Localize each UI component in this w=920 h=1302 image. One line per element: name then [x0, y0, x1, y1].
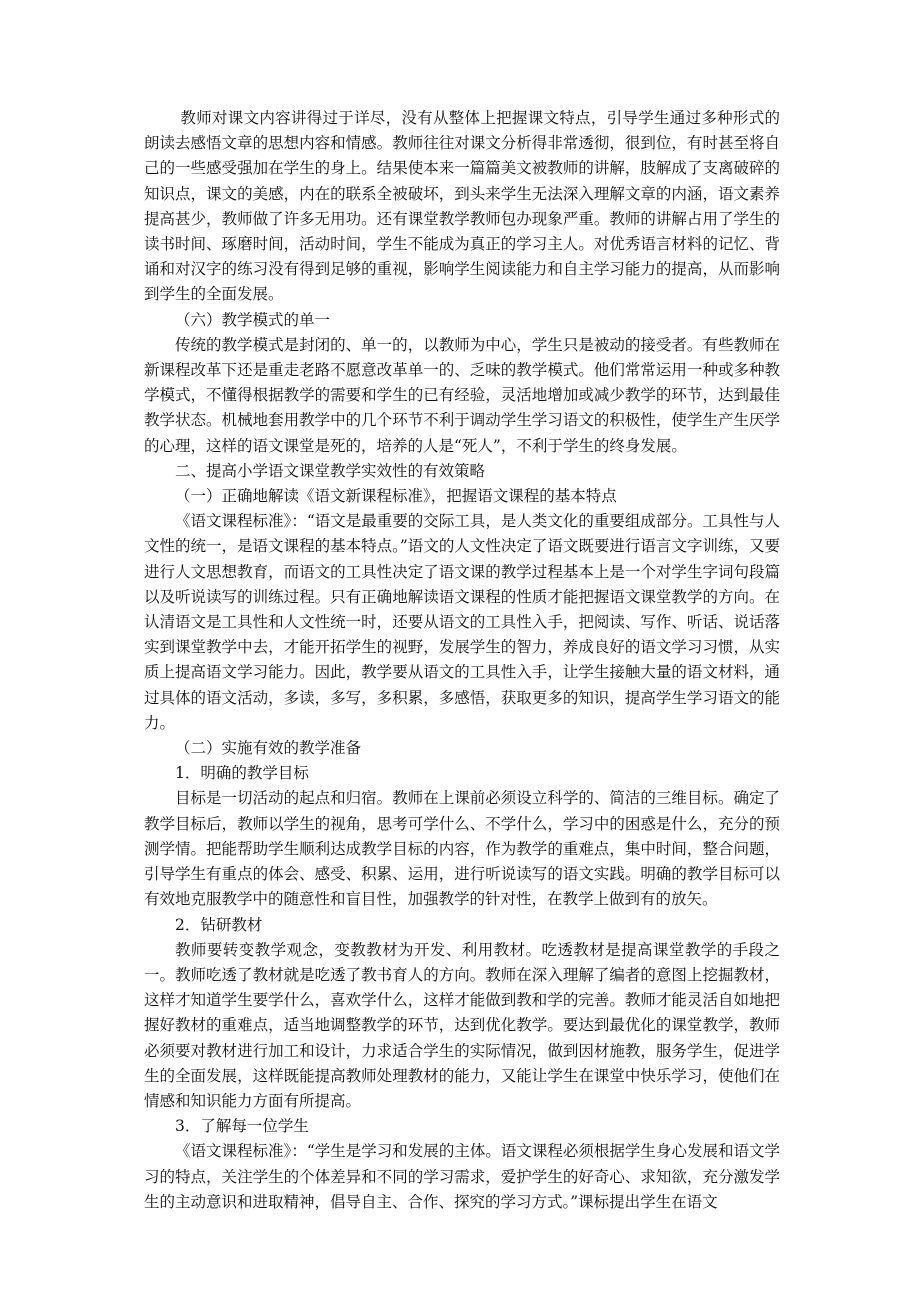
numbered-heading: 3．了解每一位学生	[175, 1117, 309, 1136]
numbered-heading: 1．明确的教学目标	[175, 764, 309, 783]
numbered-heading: 2．钻研教材	[175, 915, 263, 934]
body-paragraph: 目标是一切活动的起点和归宿。教师在上课前必须设立科学的、简洁的三维目标。确定了教学目标后，教师以学生的视角，思考可学什么、不学什么，学习中的困惑是什么，充分的预测学情。把能帮助学生顺利达成教学目标的内容，作为教学的重难点，集中时间，整合问题，引导学生有重点的体会、感受、积累、运用，进行听说读写的语文实践。明确的教学目标可以有效地克服教学中的随意性和盲目性，加强教学的针对性，在教学上做到有的放矢。	[144, 789, 780, 909]
body-paragraph: 《语文课程标准》：“语文是最重要的交际工具，是人类文化的重要组成部分。工具性与人文性的统一，是语文课程的基本特点。”语文的人文性决定了语文既要进行语言文字训练，又要进行人文思想教育，而语文的工具性决定了语文课的教学过程基本上是一个对学生字词句段篇以及听说读写的训练过程。只有正确地解读语文课程的性质才能把握语文课堂教学的方向。在认清语文是工具性和人文性统一时，还要从语文的工具性入手，把阅读、写作、听话、说话落实到课堂教学中去，才能开拓学生的视野，发展学生的智力，养成良好的语文学习习惯，从实质上提高语文学习能力。因此，教学要从语文的工具性入手，让学生接触大量的语文材料，通过具体的语文活动，多读，多写，多积累，多感悟，获取更多的知识，提高学生学习语文的能力。	[144, 512, 780, 732]
subsection-heading: （一）正确地解读《语文新课程标准》，把握语文课程的基本特点	[175, 487, 617, 506]
body-paragraph: 《语文课程标准》：“学生是学习和发展的主体。语文课程必须根据学生身心发展和语文学习的特点，关注学生的个体差异和不同的学习需求，爱护学生的好奇心、求知欲，充分激发学生的主动意识和进取精神，倡导自主、合作、探究的学习方式。”课标提出学生在语文	[144, 1142, 780, 1211]
section-heading: 二、提高小学语文课堂教学实效性的有效策略	[175, 461, 486, 480]
body-paragraph: 教师对课文内容讲得过于详尽，没有从整体上把握课文特点，引导学生通过多种形式的朗读去感悟文章的思想内容和情感。教师往往对课文分析得非常透彻，很到位，有时甚至将自己的一些感受强加在学生的身上。结果使本来一篇篇美文被教师的讲解，肢解成了支离破碎的知识点，课文的美感，内在的联系全被破坏，到头来学生无法深入理解文章的内涵，语文素养提高甚少，教师做了许多无用功。还有课堂教学教师包办现象严重。教师的讲解占用了学生的读书时间、琢磨时间，活动时间，学生不能成为真正的学习主人。对优秀语言材料的记忆、背诵和对汉字的练习没有得到足够的重视，影响学生阅读能力和自主学习能力的提高，从而影响到学生的全面发展。	[144, 109, 780, 304]
body-paragraph: 教师要转变教学观念，变教教材为开发、利用教材。吃透教材是提高课堂教学的手段之一。教师吃透了教材就是吃透了教书育人的方向。教师在深入理解了编者的意图上挖掘教材，这样才知道学生要学什么，喜欢学什么，这样才能做到教和学的完善。教师才能灵活自如地把握好教材的重难点，适当地调整教学的环节，达到优化教学。要达到最优化的课堂教学，教师必须要对教材进行加工和设计，力求适合学生的实际情况，做到因材施教，服务学生，促进学生的全面发展，这样既能提高教师处理教材的能力，又能让学生在课堂中快乐学习，使他们在情感和知识能力方面有所提高。	[144, 940, 780, 1110]
subsection-heading: （二）实施有效的教学准备	[175, 739, 362, 758]
document-page	[144, 106, 780, 1215]
body-paragraph: 传统的教学模式是封闭的、单一的，以教师为中心，学生只是被动的接受者。有些教师在新课程改革下还是重走老路不愿意改革单一的、乏味的教学模式。他们常常运用一种或多种教学模式，不懂得根据教学的需要和学生的已有经验，灵活地增加或减少教学的环节，达到最佳教学状态。机械地套用教学中的几个环节不利于调动学生学习语文的积极性，使学生产生厌学的心理，这样的语文课堂是死的，培养的人是“死人”，不利于学生的终身发展。	[144, 335, 780, 455]
section-heading: （六）教学模式的单一	[175, 310, 331, 329]
